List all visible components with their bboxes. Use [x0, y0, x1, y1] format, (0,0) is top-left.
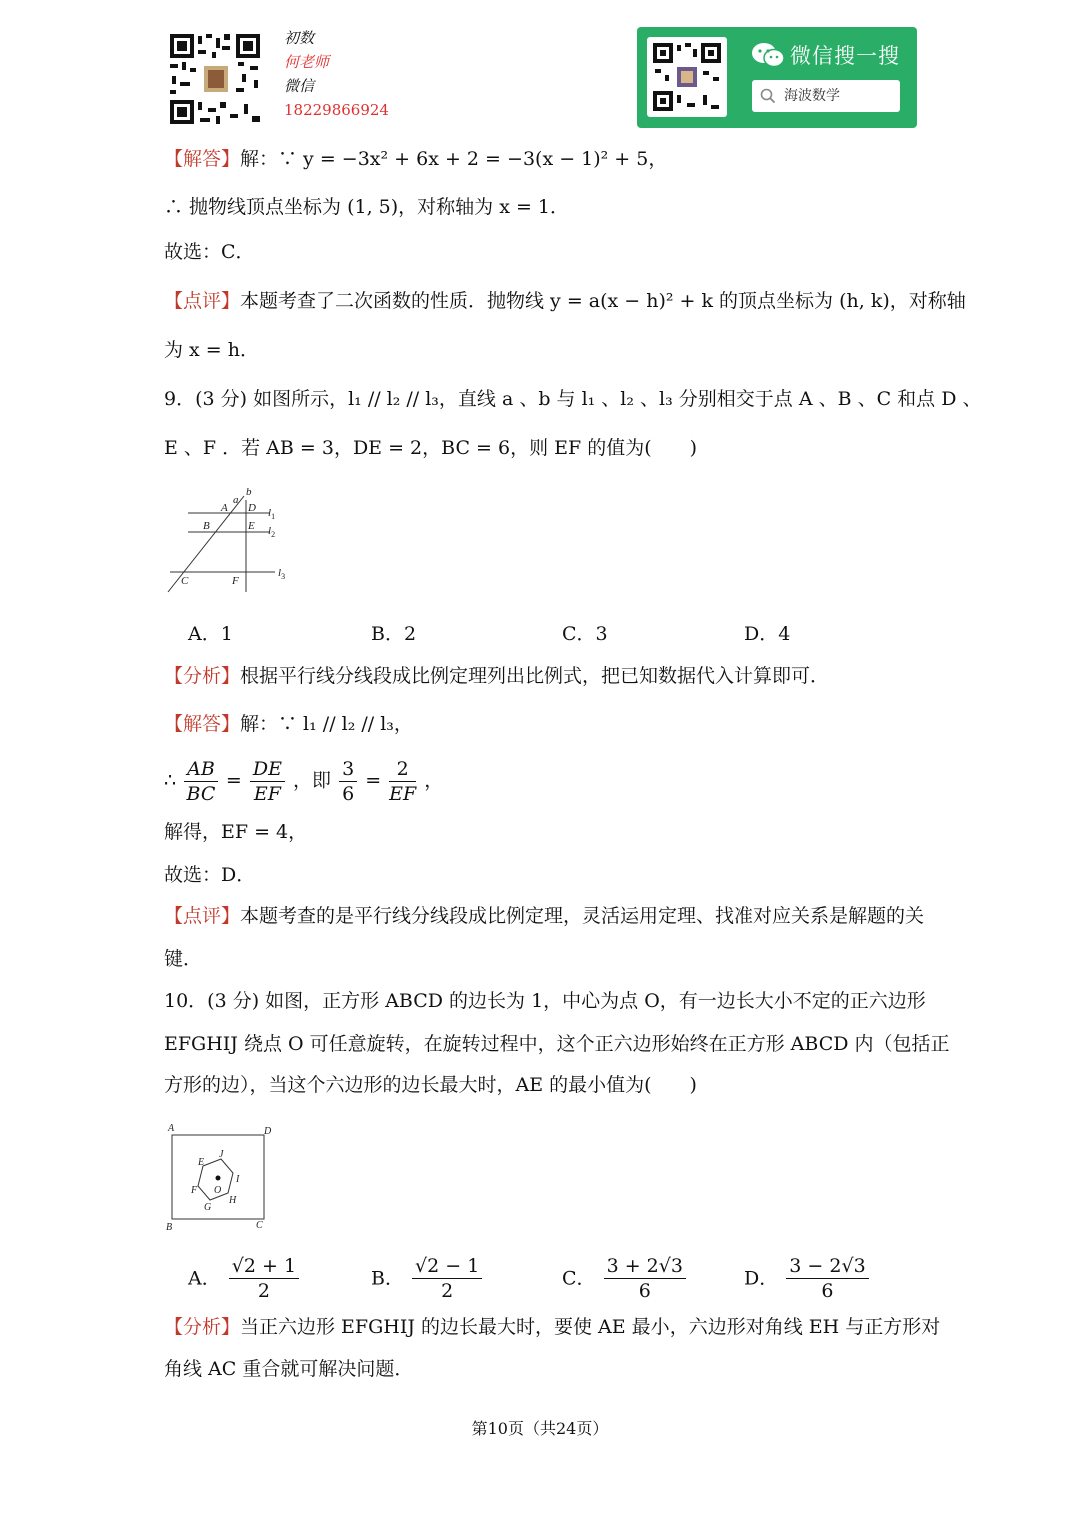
label-I: I	[236, 1174, 240, 1185]
fraction-ab-bc: $\frac{AB}{BC}$	[184, 757, 218, 806]
comment-tag: 【点评】	[164, 290, 241, 312]
label-B: B	[166, 1222, 173, 1233]
q9-solve-line: 解得，EF = 4，	[164, 821, 308, 843]
fraction-option-a: $\frac{√2 + 1}{2}$	[229, 1254, 299, 1303]
block1-comment-line	[164, 289, 966, 313]
q9-option-d[interactable]: D．4	[744, 623, 791, 645]
q9-comment	[164, 904, 924, 928]
contact-line-1: 初数	[284, 29, 315, 47]
label-D: D	[248, 502, 256, 514]
q9-figure	[160, 482, 300, 597]
contact-line-2: 何老师	[284, 53, 330, 71]
label-O: O	[214, 1185, 222, 1196]
q9-option-c[interactable]: C．3	[562, 623, 608, 645]
qr-code-left	[168, 32, 262, 126]
therefore-sign: ∴	[164, 769, 177, 792]
comment-text: 本题考查的是平行线分线段成比例定理，灵活运用定理、找准对应关系是解题的关	[240, 905, 925, 927]
label-a: a	[233, 494, 239, 506]
label-C: C	[181, 575, 189, 587]
analysis-tag: 【分析】	[164, 1316, 241, 1338]
label-A: A	[221, 502, 228, 514]
wechat-icon	[751, 41, 785, 69]
q9-option-a[interactable]: A．1	[188, 623, 233, 645]
fraction-option-c: $\frac{3 + 2√3}{6}$	[604, 1254, 686, 1303]
q10-analysis-line-2: 角线 AC 重合就可解决问题．	[164, 1358, 414, 1380]
q10-stem-line-1: 10．(3 分) 如图，正方形 ABCD 的边长为 1，中心为点 O，有一边长大小不定的正六边形	[164, 990, 926, 1012]
label-H: H	[229, 1195, 237, 1206]
wechat-search-query: 海波数学	[784, 88, 840, 104]
q10-stem-line-3: 方形的边），当这个六边形的边长最大时，AE 的最小值为( )	[164, 1074, 697, 1096]
label-l1: $l_1$	[268, 507, 276, 521]
q10-figure	[162, 1120, 282, 1235]
label-F: F	[232, 575, 239, 587]
analysis-text: 根据平行线分线段成比例定理列出比例式，把已知数据代入计算即可．	[240, 665, 830, 687]
label-E: E	[198, 1157, 205, 1168]
center-point	[216, 1176, 221, 1181]
analysis-text: 当正六边形 EFGHIJ 的边长最大时，要使 AE 最小，六边形对角线 EH 与正方形对	[240, 1316, 941, 1338]
q9-choice-line: 故选：D．	[164, 864, 256, 886]
fraction-3-6: $\frac{3}{6}$	[339, 757, 357, 806]
contact-phone: 18229866924	[284, 101, 389, 119]
block1-comment-line-2: 为 x = h．	[164, 339, 259, 361]
page-footer: 第10页（共24页）	[471, 1419, 609, 1438]
label-B: B	[203, 520, 210, 532]
wechat-search-title: 微信搜一搜	[790, 44, 900, 68]
ji-text: ，即	[293, 769, 332, 792]
comment-text: 本题考查了二次函数的性质．抛物线 y = a(x − h)² + k 的顶点坐标为 (h, k)，对称轴	[240, 290, 966, 312]
q9-option-b[interactable]: B．2	[371, 623, 417, 645]
fraction-option-d: $\frac{3 - 2√3}{6}$	[786, 1254, 868, 1303]
label-F: F	[191, 1185, 198, 1196]
answer-text: 解：∵ y = −3x² + 6x + 2 = −3(x − 1)² + 5，	[240, 148, 668, 170]
q10-option-a[interactable]: A． $\frac{√2 + 1}{2}$	[188, 1254, 301, 1303]
comment-tag: 【点评】	[164, 905, 241, 927]
fraction-de-ef: $\frac{DE}{EF}$	[250, 757, 285, 806]
q9-proportion-line: ∴ $\frac{AB}{BC}$ = $\frac{DE}{EF}$ ，即 $\frac{3}{6}$ = $\frac{2}{EF}$ ，	[164, 758, 444, 805]
wechat-search-box[interactable]	[752, 80, 900, 112]
answer-tag: 【解答】	[164, 713, 241, 735]
qr-code-right	[647, 37, 727, 117]
q10-stem-line-2: EFGHIJ 绕点 O 可任意旋转，在旋转过程中，这个正六边形始终在正方形 ABCD 内（包括正	[164, 1033, 950, 1055]
q9-answer-line	[164, 712, 413, 736]
label-l3: $l_3$	[278, 567, 286, 581]
block1-answer-line	[164, 147, 667, 171]
label-J: J	[219, 1149, 224, 1160]
q9-comment-line-2: 键．	[164, 948, 203, 970]
answer-tag: 【解答】	[164, 148, 241, 170]
label-b: b	[246, 486, 252, 498]
q10-analysis	[164, 1315, 940, 1339]
q9-stem-line-2: E 、F ．若 AB = 3，DE = 2，BC = 6，则 EF 的值为( )	[164, 437, 698, 459]
q9-stem-line-1: 9．(3 分) 如图所示，l₁ // l₂ // l₃，直线 a 、b 与 l₁ 、l₂ 、l₃ 分别相交于点 A 、B 、C 和点 D 、	[164, 388, 982, 410]
wechat-search-banner[interactable]	[637, 27, 917, 128]
label-C: C	[256, 1220, 263, 1231]
q10-option-b[interactable]: B． $\frac{√2 - 1}{2}$	[371, 1254, 484, 1303]
label-E: E	[248, 520, 255, 532]
contact-line-3: 微信	[284, 77, 315, 95]
block1-vertex-line: ∴ 抛物线顶点坐标为 (1, 5)，对称轴为 x = 1．	[164, 196, 570, 218]
q10-option-c[interactable]: C． $\frac{3 + 2√3}{6}$	[562, 1254, 688, 1303]
analysis-tag: 【分析】	[164, 665, 241, 687]
fraction-2-ef: $\frac{2}{EF}$	[389, 758, 417, 805]
label-A: A	[168, 1123, 175, 1134]
label-G: G	[204, 1202, 212, 1213]
label-D: D	[264, 1126, 272, 1137]
search-icon	[760, 88, 776, 104]
answer-text: 解：∵ l₁ // l₂ // l₃，	[240, 713, 413, 735]
q9-analysis	[164, 664, 829, 688]
q10-option-d[interactable]: D． $\frac{3 - 2√3}{6}$	[744, 1254, 871, 1303]
fraction-option-b: $\frac{√2 - 1}{2}$	[412, 1254, 482, 1303]
label-l2: $l_2$	[268, 525, 276, 539]
block1-choice-line: 故选：C．	[164, 241, 255, 263]
